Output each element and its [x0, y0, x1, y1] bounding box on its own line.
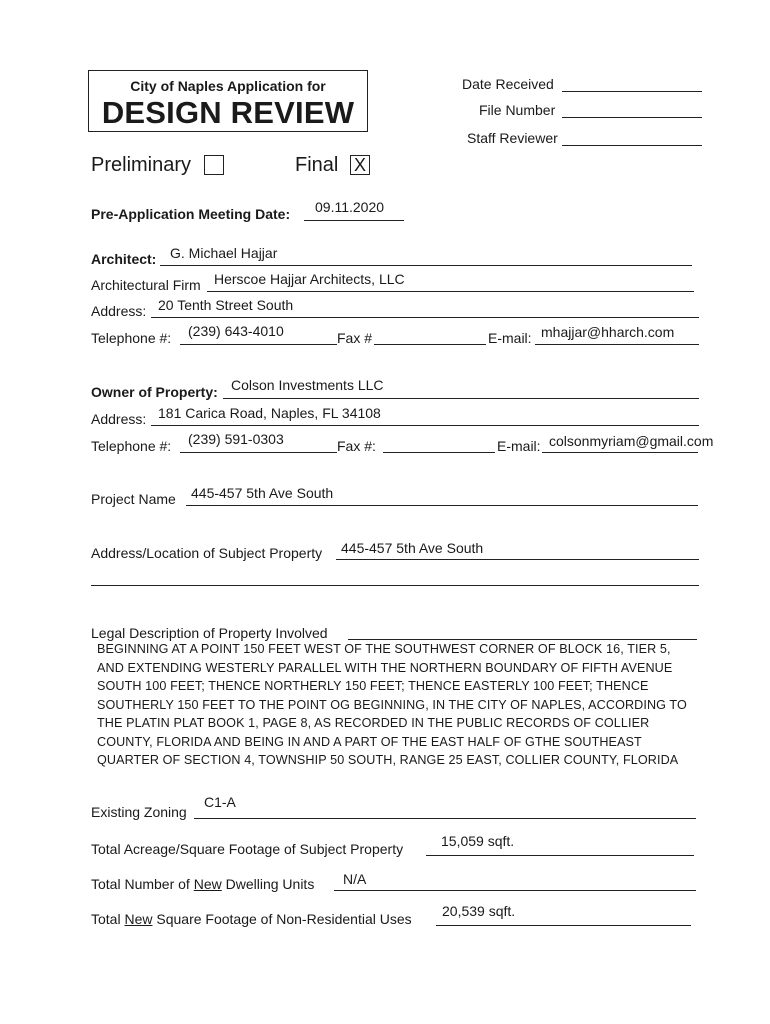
owner-email-underline [542, 452, 698, 453]
final-label: Final [295, 154, 339, 176]
preliminary-checkbox[interactable] [204, 155, 224, 175]
architect-name-value[interactable]: G. Michael Hajjar [170, 245, 278, 261]
file-number-field[interactable] [562, 117, 702, 118]
legal-description[interactable] [97, 640, 757, 770]
acreage-label: Total Acreage/Square Footage of Subject Property [91, 841, 404, 857]
meeting-date-value[interactable]: 09.11.2020 [315, 199, 385, 215]
architect-address-label: Address: [91, 303, 147, 319]
owner-fax-field[interactable] [383, 452, 495, 453]
final-checkbox[interactable]: X [350, 155, 370, 175]
architect-telephone-value[interactable]: (239) 643-4010 [188, 323, 284, 339]
nonres-label-new: New [124, 911, 153, 927]
legal-line: AND EXTENDING WESTERLY PARALLEL WITH THE NORTHERN BOUNDARY OF FIFTH AVENUE [97, 660, 673, 675]
location-underline [336, 559, 699, 560]
nonres-value[interactable]: 20,539 sqft. [442, 903, 516, 919]
owner-address-label: Address: [91, 411, 147, 427]
owner-telephone-value[interactable]: (239) 591-0303 [188, 431, 284, 447]
location-extra-line[interactable] [91, 585, 699, 586]
legal-line: THE PLATIN PLAT BOOK 1, PAGE 8, AS RECORDED IN THE PUBLIC RECORDS OF COLLIER [97, 716, 650, 730]
nonres-label-post: Square Footage of Non-Residential Uses [152, 911, 412, 927]
legal-line: COUNTY, FLORIDA AND BEING IN AND A PART OF THE EAST HALF OF GTHE SOUTHEAST [97, 734, 642, 749]
architect-email-underline [535, 344, 699, 345]
owner-email-label: E-mail: [497, 438, 541, 454]
title-box [88, 70, 368, 132]
architect-address-underline [151, 317, 699, 318]
legal-line: BEGINNING AT A POINT 150 FEET WEST OF THE SOUTHWEST CORNER OF BLOCK 16, TIER 5, [97, 642, 671, 656]
file-number-label: File Number [479, 102, 556, 118]
dwelling-underline [334, 890, 696, 891]
architect-label: Architect: [91, 251, 157, 267]
date-received-label: Date Received [462, 76, 554, 92]
location-value[interactable]: 445-457 5th Ave South [341, 540, 484, 556]
project-name-label: Project Name [91, 491, 176, 507]
dwelling-label [91, 876, 314, 892]
date-received-field[interactable] [562, 91, 702, 92]
architect-fax-label: Fax # [337, 330, 373, 346]
nonres-label-pre: Total [91, 911, 125, 927]
legal-line: SOUTH 100 FEET; THENCE NORTHERLY 150 FEET; THENCE EASTERLY 100 FEET; THENCE [97, 679, 649, 693]
legal-label: Legal Description of Property Involved [91, 625, 328, 641]
firm-value[interactable]: Herscoe Hajjar Architects, LLC [214, 271, 405, 287]
preliminary-label: Preliminary [91, 154, 192, 176]
nonres-underline [436, 925, 691, 926]
firm-label: Architectural Firm [91, 277, 201, 293]
nonres-label [91, 911, 412, 927]
owner-fax-label: Fax #: [337, 438, 376, 454]
dwelling-label-post: Dwelling Units [221, 876, 315, 892]
owner-telephone-underline [180, 452, 337, 453]
owner-label: Owner of Property: [91, 384, 218, 400]
owner-address-value[interactable]: 181 Carica Road, Naples, FL 34108 [158, 405, 381, 421]
meeting-date-label: Pre-Application Meeting Date: [91, 206, 291, 222]
architect-email-label: E-mail: [488, 330, 532, 346]
zoning-underline [194, 818, 696, 819]
architect-telephone-label: Telephone #: [91, 330, 172, 346]
architect-fax-field[interactable] [374, 344, 486, 345]
acreage-value[interactable]: 15,059 sqft. [441, 833, 515, 849]
architect-email-value[interactable]: mhajjar@hharch.com [541, 324, 675, 340]
architect-address-value[interactable]: 20 Tenth Street South [158, 297, 294, 313]
firm-underline [207, 291, 694, 292]
owner-telephone-label: Telephone #: [91, 438, 172, 454]
owner-underline [223, 398, 699, 399]
project-name-value[interactable]: 445-457 5th Ave South [191, 485, 334, 501]
owner-email-value[interactable]: colsonmyriam@gmail.com [549, 433, 714, 449]
form-title: DESIGN REVIEW [101, 95, 355, 130]
dwelling-value[interactable]: N/A [343, 871, 367, 887]
project-name-underline [186, 505, 698, 506]
location-label: Address/Location of Subject Property [91, 545, 323, 561]
zoning-value[interactable]: C1-A [204, 794, 236, 810]
architect-underline [160, 265, 692, 266]
staff-reviewer-field[interactable] [562, 145, 702, 146]
owner-address-underline [151, 425, 699, 426]
dwelling-label-new: New [193, 876, 222, 892]
owner-name-value[interactable]: Colson Investments LLC [231, 377, 384, 393]
zoning-label: Existing Zoning [91, 804, 187, 820]
meeting-date-underline [304, 220, 404, 221]
architect-telephone-underline [180, 344, 337, 345]
staff-reviewer-label: Staff Reviewer [467, 130, 558, 146]
legal-line: QUARTER OF SECTION 4, TOWNSHIP 50 SOUTH, RANGE 25 EAST, COLLIER COUNTY, FLORIDA [97, 753, 679, 767]
dwelling-label-pre: Total Number of [91, 876, 194, 892]
form-subtitle: City of Naples Application for [130, 78, 326, 94]
legal-line: SOUTHERLY 150 FEET TO THE POINT OG BEGINNING, IN THE CITY OF NAPLES, ACCORDING TO [97, 697, 687, 712]
acreage-underline [426, 855, 694, 856]
